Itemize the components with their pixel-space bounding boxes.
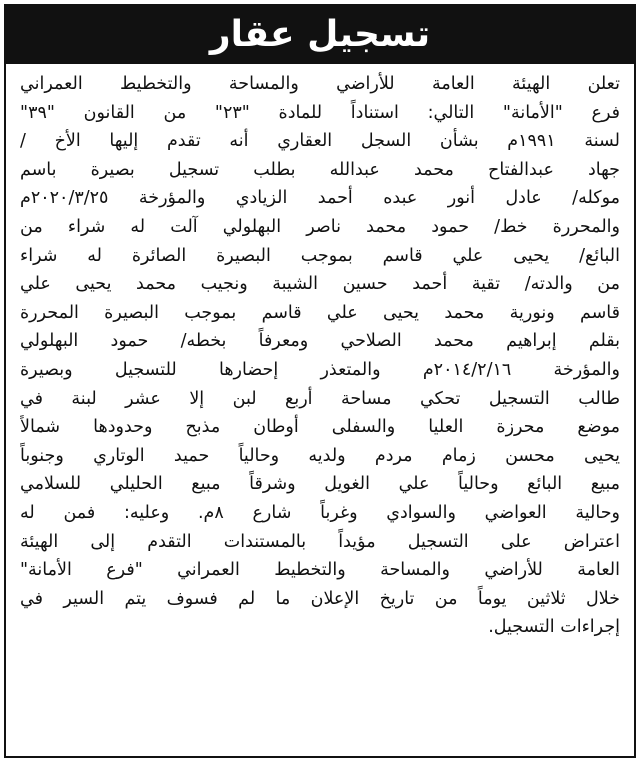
notice-line: تعلن الهيئة العامة للأراضي والمساحة والتخطيط العمراني — [20, 74, 620, 94]
notice-line: والمحررة خط/ حمود محمد ناصر البهلولي آلت له شراء من — [20, 216, 620, 237]
notice-line: لسنة ١٩٩١م بشأن السجل العقاري أنه تقدم إليها الأخ / — [20, 131, 620, 152]
property-registration-notice — [4, 4, 636, 758]
notice-line: وحالية العواضي والسوادي وغرباً شارع ٨م. وعليه: فمن له — [20, 502, 620, 523]
notice-line: العامة للأراضي والمساحة والتخطيط العمراني "فرع الأمانة" — [20, 560, 620, 581]
notice-line: موكله/ عادل أنور عبده أحمد الزيادي والمؤرخة ٢٠٢٠/٣/٢٥م — [20, 188, 620, 209]
notice-line: قاسم ونورية محمد يحيى علي قاسم بموجب البصيرة المحررة — [20, 302, 620, 323]
notice-line: اعتراض على التسجيل مؤيداً بالمستندات التقدم إلى الهيئة — [20, 531, 620, 552]
notice-line: مبيع البائع وحالياً علي الغويل وشرقاً مبيع الحليلي للسلامي — [20, 474, 620, 495]
notice-line: والمؤرخة ٢٠١٤/٢/١٦م والمتعذر إحضارها للتسجيل وبصيرة — [20, 359, 620, 380]
notice-line: جهاد عبدالفتاح محمد عبدالله بطلب تسجيل بصيرة باسم — [20, 159, 620, 180]
title-bar — [6, 6, 634, 64]
notice-line: البائع/ يحيى علي قاسم بموجب البصيرة الصائرة له شراء — [20, 245, 620, 266]
notice-body — [6, 64, 634, 642]
notice-line: موضع محرزة العليا والسفلى أوطان مذبح وحدودها شمالاً — [20, 417, 620, 438]
notice-line: طالب التسجيل تحكي مساحة أربع لبن إلا عشر لبنة في — [20, 388, 620, 409]
notice-line: إجراءات التسجيل. — [488, 617, 620, 638]
notice-title: تسجيل عقار — [209, 14, 431, 55]
notice-line: من والدته/ تقية أحمد حسين الشيبة ونجيب محمد يحيى علي — [20, 274, 620, 295]
notice-line: يحيى محسن زمام مردم ولديه وحالياً حميد الوتاري وجنوباً — [20, 445, 620, 466]
notice-line: فرع "الأمانة" التالي: استناداً للمادة "٢٣" من القانون "٣٩" — [20, 102, 620, 123]
notice-line: بقلم إبراهيم محمد الصلاحي ومعرفاً بخطه/ حمود البهلولي — [20, 331, 620, 352]
notice-line: خلال ثلاثين يوماً من تاريخ الإعلان ما لم فسوف يتم السير في — [20, 588, 620, 609]
